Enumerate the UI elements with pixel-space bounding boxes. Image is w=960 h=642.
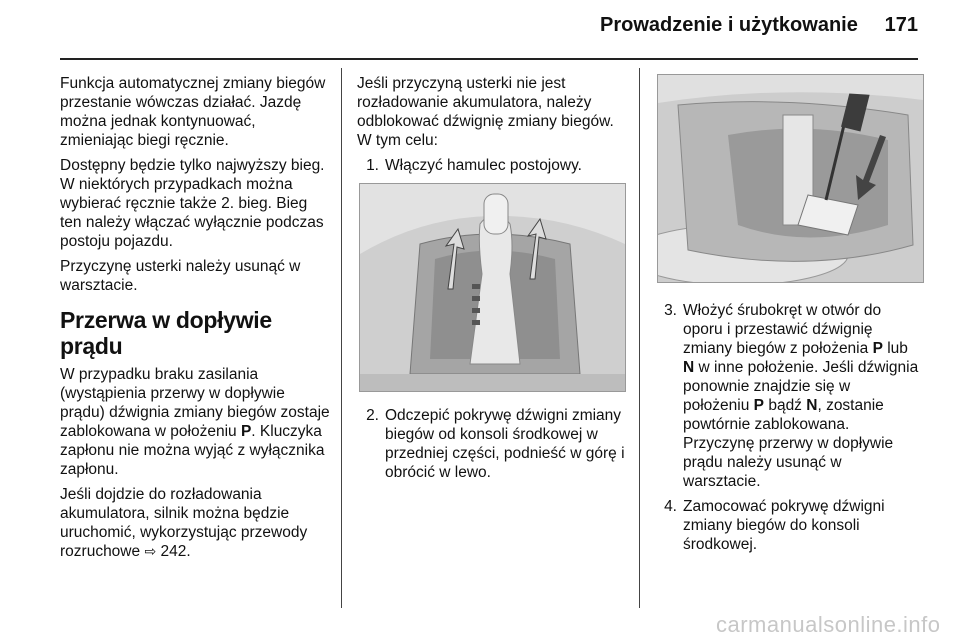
page-number: 171 [884,14,918,36]
paragraph: Przyczynę usterki należy usunąć w warsztacie. [60,258,301,294]
header-rule [60,58,918,60]
list-item: 3. Włożyć śrubokręt w otwór do oporu i przestawić dźwignię zmiany biegów z położenia P lub N w inne położenie. Jeśli dźwignia ponownie znajdzie się w położeniu P bądź N, zostanie powtórnie zablokowana. Przyczynę przerwy w dopływie prądu należy usunąć w warsztacie. [664,302,919,490]
section-title: Prowadzenie i użytkowanie [600,14,858,36]
paragraph: Funkcja automatycznej zmiany biegów przestanie wówczas działać. Jazdę można jednak kontynuować, zmieniając biegi ręcznie. [60,75,326,149]
column-divider-2 [639,68,640,608]
section-heading: Przerwa w dopływie prądu [60,307,272,359]
list-item: 4. Zamocować pokrywę dźwigni zmiany biegów do konsoli środkowej. [664,498,885,553]
watermark: carmanualsonline.info [716,612,941,637]
column-2 [357,74,627,488]
paragraph: Jeśli przyczyną usterki nie jest rozładowanie akumulatora, należy odblokować dźwignię zmiany biegów. W tym celu: [357,75,614,149]
paragraph: W przypadku braku zasilania (wystąpienia przerwy w dopływie prądu) dźwignia zmiany biegów zostaje zablokowana w położeniu P. Kluczyka zapłonu nie można wyjąć z wyłącznika zapłonu. [60,366,330,478]
gear-lever-illustration [360,184,625,391]
gear-lever-figure [359,183,626,392]
reference-arrow-icon[interactable]: ⇨ [144,543,157,559]
screwdriver-figure [657,74,924,283]
paragraph: Dostępny będzie tylko najwyższy bieg. W niektórych przypadkach można wybierać ręcznie także 2. bieg. Bieg ten należy włączać wyłącznie podczas postoju pojazdu. [60,157,325,250]
column-1 [60,74,330,567]
paragraph: Jeśli dojdzie do rozładowania akumulatora, silnik można będzie uruchomić, wykorzystując przewody rozruchowe ⇨ 242. [60,486,308,560]
page-header [600,14,918,44]
column-divider-1 [341,68,342,608]
list-item: 1. Włączyć hamulec postojowy. [366,157,582,174]
column-3 [655,74,920,560]
screwdriver-illustration [658,75,923,282]
list-item: 2. Odczepić pokrywę dźwigni zmiany biegów od konsoli środkowej w przedniej części, podnieść w górę i obrócić w lewo. [366,407,625,481]
